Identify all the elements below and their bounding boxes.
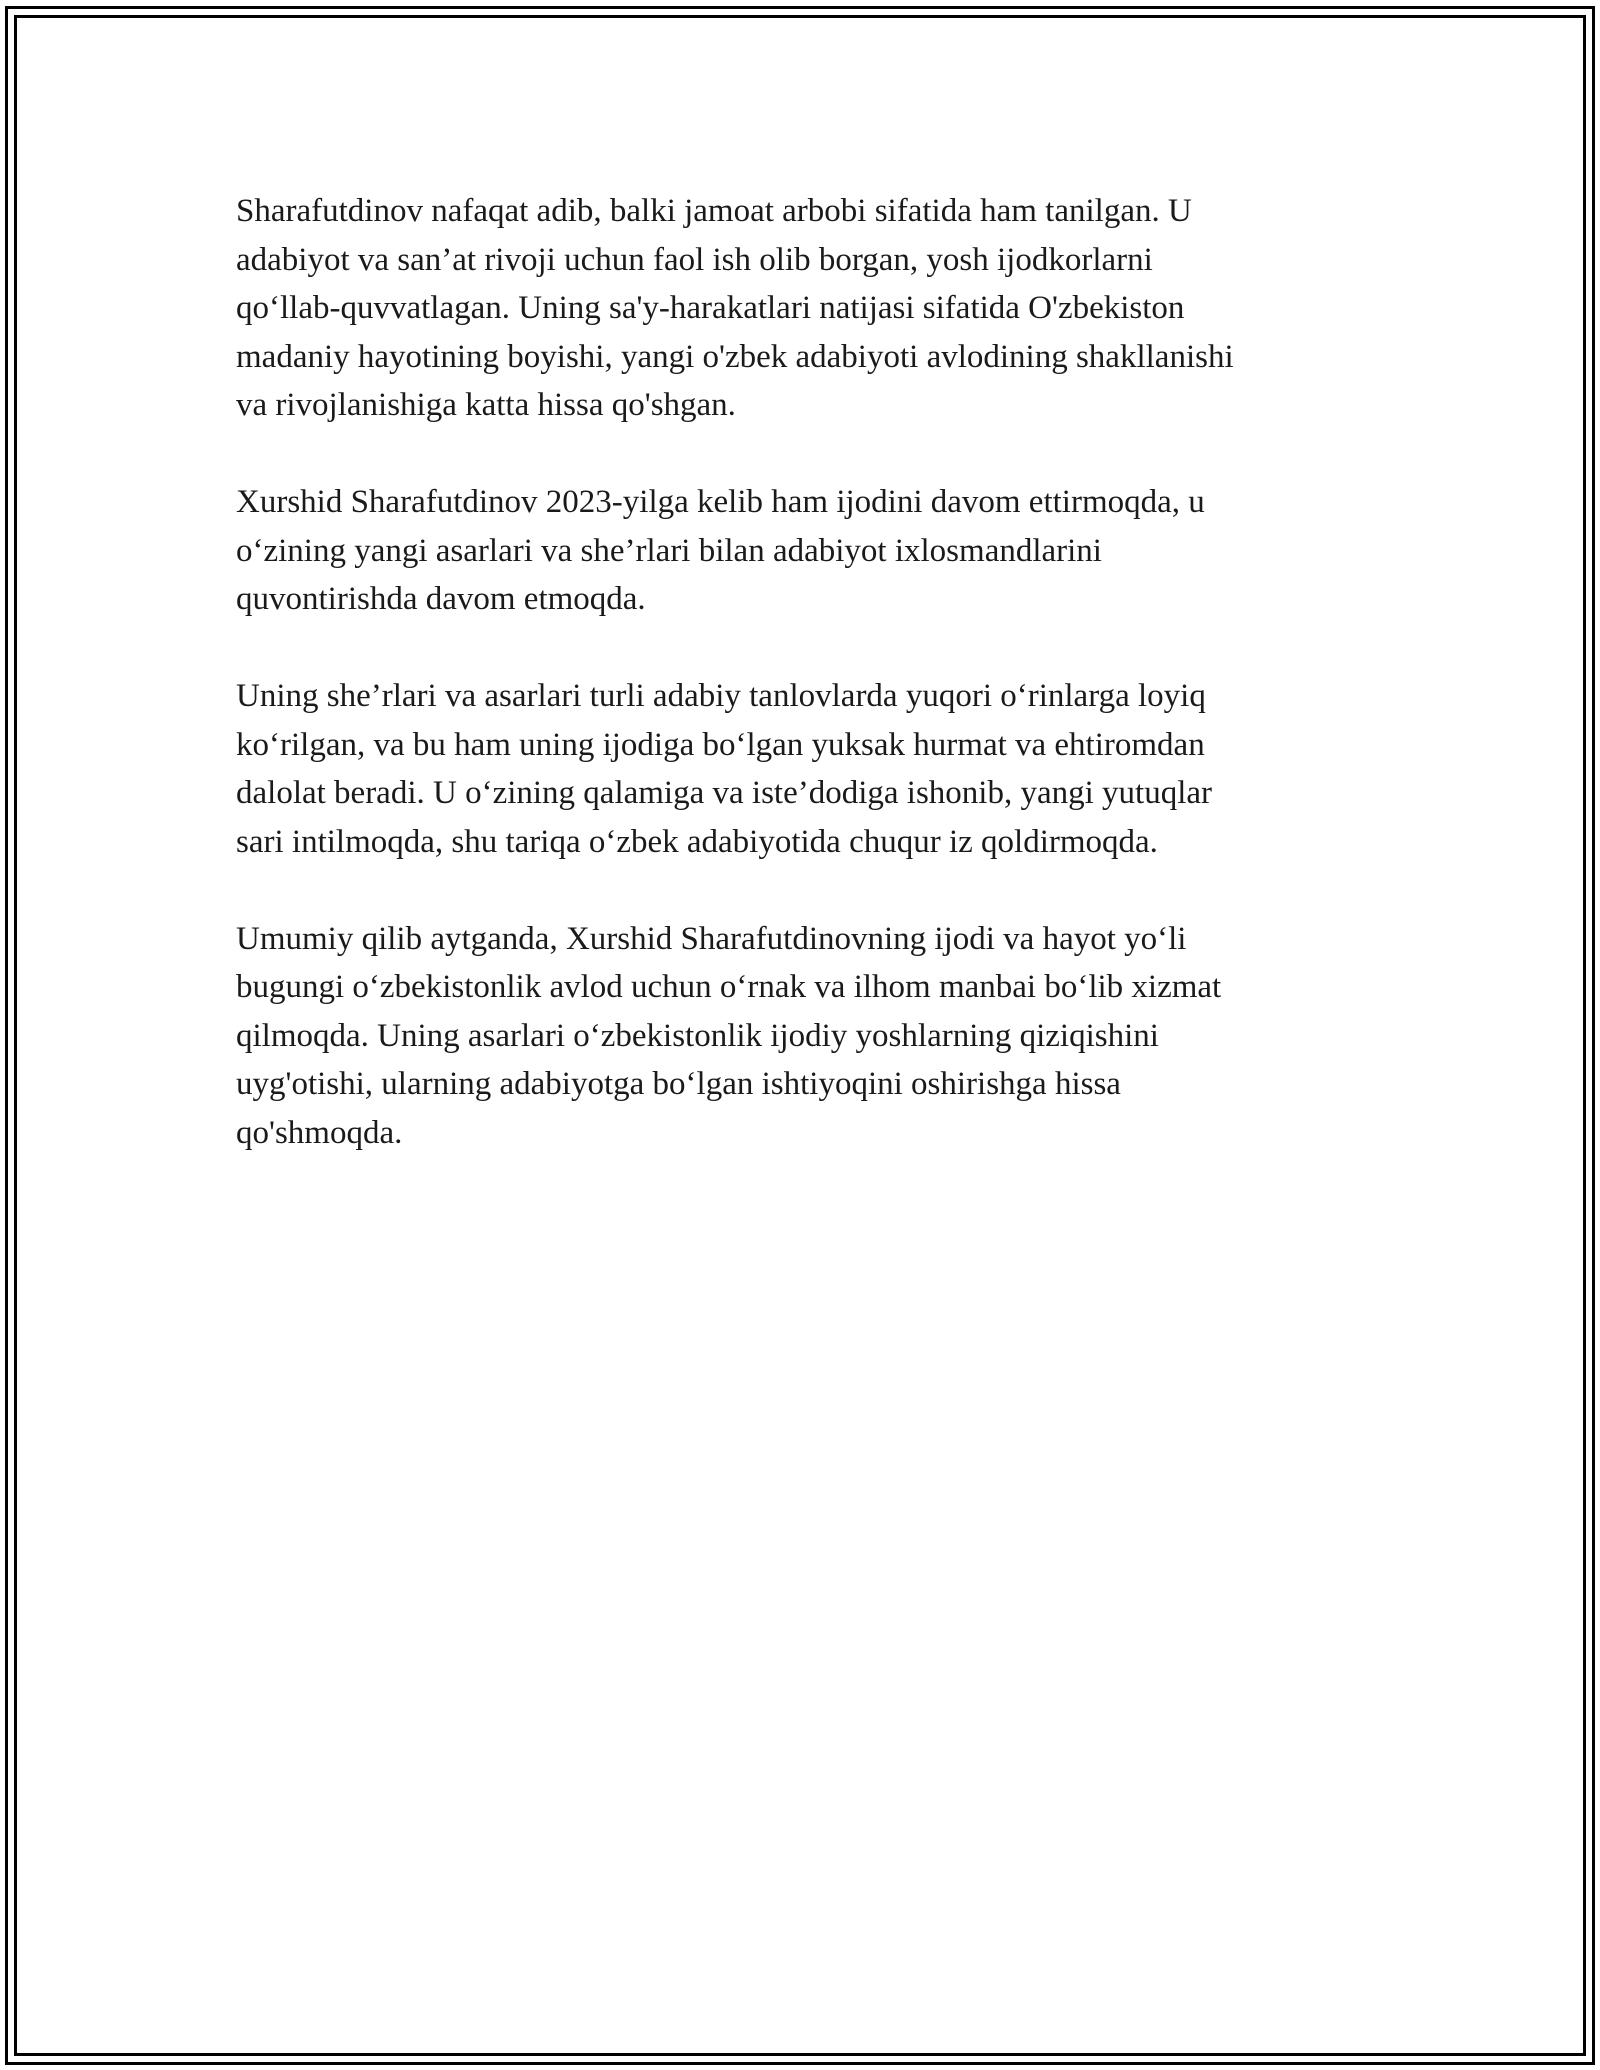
paragraph-2 xyxy=(236,478,1356,624)
paragraph-3 xyxy=(236,672,1356,866)
text-line: quvontirishda davom etmoqda. xyxy=(236,581,646,617)
text-line: o‘zining yangi asarlari va she’rlari bilan adabiyot ixlosmandlarini xyxy=(236,532,1102,569)
text-line: qilmoqda. Uning asarlari o‘zbekistonlik ijodiy yoshlarning qiziqishini xyxy=(236,1017,1159,1054)
text-line: Umumiy qilib aytganda, Xurshid Sharafutdinovning ijodi va hayot yo‘li xyxy=(236,920,1187,957)
text-line: sari intilmoqda, shu tariqa o‘zbek adabiyotida chuqur iz qoldirmoqda. xyxy=(236,823,1158,860)
paragraph-1 xyxy=(236,187,1356,430)
text-line: Uning she’rlari va asarlari turli adabiy tanlovlarda yuqori o‘rinlarga loyiq xyxy=(236,678,1206,714)
text-line: bugungi o‘zbekistonlik avlod uchun o‘rnak va ilhom manbai bo‘lib xizmat xyxy=(236,969,1222,1005)
text-line: uyg'otishi, ularning adabiyotga bo‘lgan ishtiyoqini oshirishga hissa xyxy=(236,1066,1121,1102)
text-line: Xurshid Sharafutdinov 2023-yilga kelib ham ijodini davom ettirmoqda, u xyxy=(236,484,1205,520)
text-line: ko‘rilgan, va bu ham uning ijodiga bo‘lgan yuksak hurmat va ehtiromdan xyxy=(236,726,1205,763)
text-line: dalolat beradi. U o‘zining qalamiga va iste’dodiga ishonib, yangi yutuqlar xyxy=(236,775,1212,811)
text-line: va rivojlanishiga katta hissa qo'shgan. xyxy=(236,387,736,423)
text-line: qo'shmoqda. xyxy=(236,1114,403,1151)
text-line: qo‘llab-quvvatlagan. Uning sa'y-harakatlari natijasi sifatida O'zbekiston xyxy=(236,290,1185,326)
text-line: madaniy hayotining boyishi, yangi o'zbek adabiyoti avlodining shakllanishi xyxy=(236,338,1234,375)
text-line: Sharafutdinov nafaqat adib, balki jamoat arbobi sifatida ham tanilgan. U xyxy=(236,193,1192,229)
paragraph-4 xyxy=(236,915,1356,1158)
text-line: adabiyot va san’at rivoji uchun faol ish olib borgan, yosh ijodkorlarni xyxy=(236,241,1153,278)
document-body xyxy=(236,187,1356,1206)
